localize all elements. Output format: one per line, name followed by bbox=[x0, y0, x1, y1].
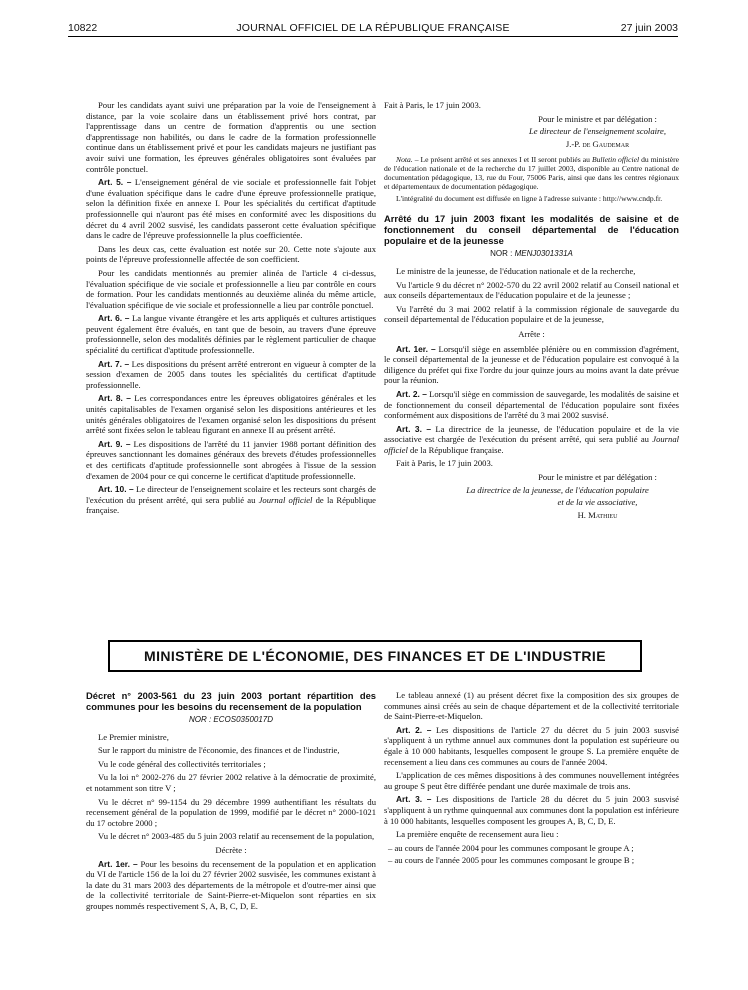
article-3: Art. 3. – La directrice de la jeunesse, de l'éducation populaire et de la vie associative est chargée de l'exécution du présent arrêté, qui sera publié au Journal officiel de la République française. bbox=[384, 423, 679, 455]
signatory-name: J.-P. de Gaudemar bbox=[565, 138, 630, 149]
visa: Vu l'arrêté du 3 mai 2002 relatif à la commission régionale de sauvegarde du conseil départemental de l'éducation populaire et de la jeunesse, bbox=[384, 303, 679, 325]
article-10: Art. 10. – Le directeur de l'enseignement scolaire et les recteurs sont chargés de l'exécution du présent arrêté, qui sera publié au Journal officiel de la République française. bbox=[86, 484, 376, 516]
article-2: Art. 2. – Lorsqu'il siège en commission de sauvegarde, les modalités de saisine et de fonctionnement du conseil départemental de l'éducation populaire sont fixées conformément aux dispositions de l'arrêté du 3 mai 2002 susvisé. bbox=[384, 388, 679, 421]
signature-delegation: Pour le ministre et par délégation : bbox=[538, 472, 657, 483]
paragraph: Pour les candidats mentionnés au premier alinéa de l'article 4 ci-dessus, l'évaluation spécifique de vie sociale et professionnelle a lieu par contrôle en cours de formation. Pour les candidats mentionnés au deuxième alinéa du même article, l'évaluation spécifique de vie sociale et professionnelle a lieu par contrôle ponctuel. bbox=[86, 267, 376, 310]
paragraph: Dans les deux cas, cette évaluation est notée sur 20. Cette note s'ajoute aux points de l'épreuve professionnelle affectée de son coefficient. bbox=[86, 243, 376, 265]
column-top-right bbox=[384, 100, 679, 522]
preamble: Le ministre de la jeunesse, de l'éducation nationale et de la recherche, bbox=[396, 265, 636, 276]
nota-online: L'intégralité du document est diffusée en ligne à l'adresse suivante : http://www.cndp.fr. bbox=[396, 194, 663, 204]
article-5: Art. 5. – L'enseignement général de vie sociale et professionnelle fait l'objet d'une évaluation spécifique dans le cadre d'une épreuve professionnelle pratique, selon la définition fixée en annexe I. Pour les spécialités du certificat d'aptitude professionnelle qui n'auront pas été mises en conformité avec les dispositions du décret du 4 avril 2002 susvisé, les candidats passeront cette évaluation spécifique dans le cadre de l'épreuve professionnelle la plus coefficientée. bbox=[86, 177, 376, 241]
decrete-heading: Décrète : bbox=[215, 844, 247, 855]
decree-title: Décret n° 2003-561 du 23 juin 2003 portant répartition des communes pour les besoins du recensement de la population bbox=[86, 690, 376, 712]
article-2: Art. 2. – Les dispositions de l'article 27 du décret du 5 juin 2003 susvisé s'appliquent à un rythme annuel aux communes dont la population est supérieure ou égale à 10 000 habitants, lesquelles composent le groupe S. La première enquête de recensement a lieu dans ces communes au cours de l'année 2004. bbox=[384, 724, 679, 767]
signatory-role: et de la vie associative, bbox=[557, 497, 638, 508]
nota: Nota. – Le présent arrêté et ses annexes I et II seront publiés au Bulletin officiel du ministère de l'éducation nationale et de la recherche du 17 juillet 2003, disponible au Centre national de documentation pédagogique, 13, rue du Four, 75006 Paris, ainsi que dans les centres régionaux et départementaux de documentation pédagogique. bbox=[384, 155, 680, 192]
article-8: Art. 8. – Les correspondances entre les épreuves obligatoires générales et les unités capitalisables de l'examen organisé selon les dispositions antérieures et les unités générales obligatoires de l'examen organisé selon les dispositions du présent arrêté sont fixées selon le tableau figurant en annexe II au présent arrêté. bbox=[86, 393, 376, 436]
issue-date: 27 juin 2003 bbox=[620, 22, 678, 34]
visa: Vu le décret n° 99-1154 du 29 décembre 1999 authentifiant les résultats du recensement général de la population de 1999, modifié par le décret n° 2000-1021 du 17 octobre 2000 ; bbox=[86, 796, 376, 828]
page-header bbox=[68, 18, 678, 38]
visa: Sur le rapport du ministre de l'économie, des finances et de l'industrie, bbox=[98, 745, 340, 756]
visa: Vu la loi n° 2002-276 du 27 février 2002 relative à la démocratie de proximité, et notamment son titre V ; bbox=[86, 772, 376, 793]
decree-title: Arrêté du 17 juin 2003 fixant les modalités de saisine et de fonctionnement du conseil départemental de l'éducation populaire et de la jeunesse bbox=[384, 213, 679, 247]
signatory-name: H. Mathieu bbox=[577, 509, 618, 520]
article-9: Art. 9. – Les dispositions de l'arrêté du 11 janvier 1988 portant définition des épreuves sanctionnant les domaines généraux des brevets d'études professionnelles et des certificats d'aptitude professionnelle sont abrogées à l'issue de la session d'examen de 2004 pour ce qui concerne le certificat d'aptitude professionnelle. bbox=[86, 438, 376, 481]
done-at: Fait à Paris, le 17 juin 2003. bbox=[384, 100, 481, 110]
article-3: Art. 3. – Les dispositions de l'article 28 du décret du 5 juin 2003 susvisé s'appliquent à un rythme quinquennal aux communes dont la population est inférieure à 10 000 habitants, lesquelles composent les groupes A, B, C, D, E. bbox=[384, 794, 679, 826]
paragraph: L'application de ces mêmes dispositions à des communes nouvellement intégrées au groupe S peut être différée pendant une durée maximale de trois ans. bbox=[384, 770, 679, 791]
ministry-heading: MINISTÈRE DE L'ÉCONOMIE, DES FINANCES ET DE L'INDUSTRIE bbox=[108, 640, 642, 672]
article-1: Art. 1er. – Lorsqu'il siège en assemblée plénière ou en commission d'agrément, le conseil départemental de la jeunesse et de l'éducation populaire est convoqué à la diligence du préfet qui fixe l'ordre du jour quinze jours au moins avant la date prévue pour la réunion. bbox=[384, 343, 679, 386]
header-rule bbox=[68, 36, 678, 37]
list-item: – au cours de l'année 2005 pour les communes composant le groupe B ; bbox=[388, 855, 635, 866]
done-at: Fait à Paris, le 17 juin 2003. bbox=[396, 458, 493, 469]
paragraph: Le tableau annexé (1) au présent décret fixe la composition des six groupes de communes ainsi créés au sein de chaque département et de la collectivité territoriale de Saint-Pierre-et-Miquelon. bbox=[384, 690, 679, 722]
paragraph: Pour les candidats ayant suivi une préparation par la voie de l'enseignement à distance, par la voie scolaire dans un établissement privé hors contrat, par l'apprentissage dans un centre de formation d'apprentis ou une section d'apprentissage non habilités, ou dans le cadre de la formation professionnelle continue dans un établissement privé et pour les candidats majeurs ne justifiant pas avoir suivi une formation, les épreuves générales obligatoires sont évaluées par contrôle ponctuel. bbox=[86, 100, 376, 174]
preamble: Le Premier ministre, bbox=[98, 731, 169, 742]
visa: Vu le code général des collectivités territoriales ; bbox=[98, 758, 266, 769]
article-1: Art. 1er. – Pour les besoins du recensement de la population et en application du VI de l'article 156 de la loi du 27 février 2002 susvisée, les communes existant à la date du 31 mars 2003 des départements de la métropole et d'outre-mer ainsi que de la collectivité territoriale de Saint-Pierre-et-Miquelon sont réparties en six groupes nommés respectivement S, A, B, C, D, E. bbox=[86, 858, 376, 911]
page-number: 10822 bbox=[68, 22, 98, 34]
visa: Vu le décret n° 2003-485 du 5 juin 2003 relatif au recensement de la population, bbox=[98, 831, 375, 842]
nor-reference: NOR : ECOS0350017D bbox=[188, 715, 274, 724]
signatory-role: La directrice de la jeunesse, de l'éducation populaire bbox=[466, 484, 649, 495]
paragraph: La première enquête de recensement aura lieu : bbox=[396, 829, 559, 840]
article-7: Art. 7. – Les dispositions du présent arrêté entreront en vigueur à compter de la session d'examen de 2005 dans toutes les spécialités du certificat d'aptitude professionnelle. bbox=[86, 358, 376, 390]
article-6: Art. 6. – La langue vivante étrangère et les arts appliqués et cultures artistiques peuvent également être évalués, en tant que de besoin, au travers d'une épreuve professionnelle, selon des modalités définies par le règlement particulier de chaque spécialité du certificat d'aptitude professionnelle. bbox=[86, 313, 376, 356]
journal-title: JOURNAL OFFICIEL DE LA RÉPUBLIQUE FRANÇAISE bbox=[236, 22, 510, 34]
visa: Vu l'article 9 du décret n° 2002-570 du 22 avril 2002 relatif au Conseil national et aux conseils départementaux de l'éducation populaire et de la jeunesse ; bbox=[384, 279, 679, 301]
list-item: – au cours de l'année 2004 pour les communes composant le groupe A ; bbox=[388, 842, 634, 853]
nor-reference: NOR : MENJ0301331A bbox=[490, 249, 573, 259]
column-top-left bbox=[86, 100, 376, 519]
column-bottom-right bbox=[384, 690, 679, 868]
column-bottom-left bbox=[86, 690, 376, 915]
signatory-role: Le directeur de l'enseignement scolaire, bbox=[529, 126, 666, 137]
signature-delegation: Pour le ministre et par délégation : bbox=[538, 113, 657, 124]
arrete-heading: Arrête : bbox=[518, 328, 545, 339]
